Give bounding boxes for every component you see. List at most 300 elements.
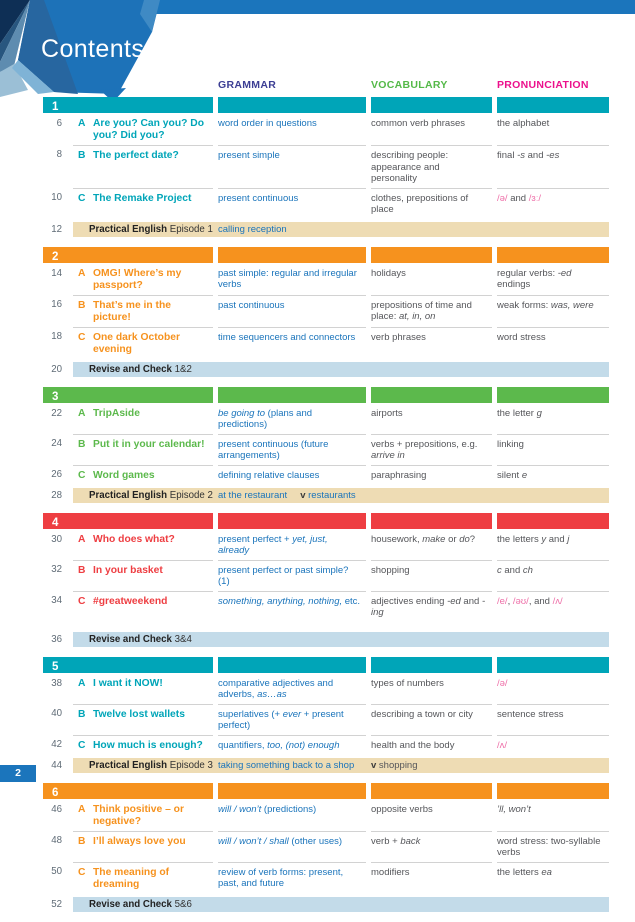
vocabulary-cell [371, 831, 492, 862]
lesson-row [0, 434, 609, 465]
lesson-letter: B [78, 835, 86, 847]
grammar-cell [218, 264, 366, 295]
text-segment: past continuous [218, 299, 285, 311]
lesson-row [0, 800, 609, 831]
lesson-title-cell [73, 145, 213, 188]
grammar-cell [218, 295, 366, 327]
vocabulary-cell [371, 735, 492, 755]
row-band [73, 488, 609, 503]
lesson-letter: C [78, 192, 86, 204]
text-segment: e [521, 469, 528, 481]
lesson-title-cell [73, 862, 213, 894]
bar-block-vocabulary [371, 657, 492, 673]
page-number: 34 [51, 594, 62, 606]
column-headers [0, 79, 609, 91]
bar-block-pronunciation [497, 97, 609, 113]
lesson-letter: A [78, 407, 86, 419]
lesson-title: The perfect date? [93, 150, 179, 161]
lesson-row [0, 188, 609, 219]
bar-block-pronunciation [497, 657, 609, 673]
page-number: 10 [51, 191, 62, 203]
phonetic-symbol: /ə/ [497, 677, 508, 689]
text-segment: calling reception [218, 223, 287, 235]
revise-check-row [0, 897, 609, 912]
text-segment: linking [497, 438, 524, 450]
page-number: 48 [51, 834, 62, 846]
bar-block-grammar [218, 247, 366, 263]
bar-spacer [0, 387, 38, 403]
page-number: 40 [51, 707, 62, 719]
revise-check-row [0, 362, 609, 377]
lesson-title: OMG! Where’s my passport? [93, 267, 182, 291]
lesson-title: Are you? Can you? Do you? Did you? [93, 118, 204, 141]
page-number: 50 [51, 865, 62, 877]
band-label-bold: Revise and Check [89, 363, 172, 375]
lesson-row [0, 404, 609, 434]
text-segment: types of numbers [371, 677, 444, 689]
grammar-cell [218, 465, 366, 485]
lesson-title: I’ll always love you [93, 835, 186, 847]
band-label: Revise and Check 3&4 [89, 633, 192, 645]
lesson-title-cell [73, 735, 213, 755]
text-segment: holidays [371, 267, 406, 279]
text-segment: shopping [371, 564, 410, 576]
section-number: 1 [52, 101, 59, 113]
text-segment: clothes, prepositions of place [371, 192, 469, 215]
text-segment: adjectives ending [371, 595, 448, 607]
band-label: Practical English Episode 2 [89, 489, 213, 501]
lesson-row [0, 560, 609, 591]
pronunciation-cell [497, 530, 609, 560]
pronunciation-cell [497, 465, 609, 485]
phonetic-symbol: /ə/ [497, 192, 508, 204]
lesson-letter: C [78, 595, 86, 607]
text-segment: review of verb forms: present, past, and future [218, 866, 344, 889]
phonetic-symbol: /ʌ/ [552, 595, 563, 607]
grammar-cell [218, 188, 366, 219]
section-bar [0, 657, 609, 673]
section-4 [0, 513, 609, 647]
page-number: 14 [51, 267, 62, 279]
text-segment: the alphabet [497, 118, 550, 129]
bar-block-vocabulary [371, 387, 492, 403]
text-segment: etc. [342, 595, 361, 607]
lesson-title: #greatweekend [93, 595, 168, 607]
row-band [73, 758, 609, 773]
lesson-letter: C [78, 469, 86, 481]
text-segment: or [445, 533, 460, 545]
bar-block-pronunciation [497, 513, 609, 529]
text-segment: -ed [557, 267, 572, 279]
text-segment: y [541, 533, 547, 545]
pronunciation-cell [497, 327, 609, 359]
lesson-row [0, 862, 609, 894]
lesson-row [0, 530, 609, 560]
text-segment: present perfect or past simple? (1) [218, 564, 349, 587]
lesson-title: Twelve lost wallets [93, 708, 185, 720]
text-segment: ’ll, won’t [497, 803, 531, 815]
grammar-cell [218, 404, 366, 434]
bar-spacer [0, 247, 38, 263]
band-label: Revise and Check 5&6 [89, 898, 192, 910]
lesson-row [0, 264, 609, 295]
phonetic-symbol: /e/ [497, 595, 508, 607]
lesson-title: The Remake Project [93, 192, 192, 204]
phonetic-symbol: /əʊ/ [512, 595, 529, 607]
vocabulary-cell [371, 465, 492, 485]
text-segment: housework, [371, 533, 423, 545]
page-title: Contents [41, 35, 145, 63]
text-segment: j [567, 533, 570, 545]
page-number: 46 [51, 803, 62, 815]
lesson-letter: A [78, 677, 86, 689]
lesson-title-cell [73, 188, 213, 219]
section-3 [0, 387, 609, 503]
bar-block-grammar [218, 387, 366, 403]
lesson-letter: B [78, 438, 86, 450]
lesson-title-cell [73, 465, 213, 485]
text-segment: time sequencers and connectors [218, 331, 356, 343]
text-segment: regular verbs: [497, 267, 558, 279]
text-segment: verbs + prepositions, e.g. [371, 438, 478, 450]
text-segment: ever [282, 708, 302, 720]
text-segment: will / won’t / shall [218, 835, 289, 847]
text-segment: verb phrases [371, 331, 426, 343]
page-number: 8 [56, 149, 62, 160]
text-segment: quantifiers, [218, 739, 268, 751]
page-number: 24 [51, 437, 62, 449]
pronunciation-cell [497, 264, 609, 295]
grammar-cell [218, 591, 366, 622]
grammar-cell [218, 222, 366, 237]
pronunciation-cell [497, 591, 609, 622]
section-title-block [43, 657, 213, 673]
lesson-title-cell [73, 327, 213, 359]
text-segment: the letter [497, 407, 537, 419]
text-segment: opposite verbs [371, 803, 433, 815]
row-band [73, 632, 609, 647]
grammar-cell [218, 434, 366, 465]
text-segment: (predictions) [261, 803, 317, 815]
vocabulary-cell [371, 800, 492, 831]
lesson-letter: C [78, 739, 86, 751]
vocabulary-cell [371, 264, 492, 295]
text-segment: make [422, 533, 446, 545]
pronunciation-cell [497, 560, 609, 591]
pronunciation-cell [497, 735, 609, 755]
lesson-letter: A [78, 533, 86, 545]
text-segment: comparative adjectives and adverbs, [218, 677, 334, 700]
text-segment: -ed [447, 595, 461, 607]
text-segment: paraphrasing [371, 469, 427, 481]
revise-check-row [0, 632, 609, 647]
text-segment: ch [522, 564, 533, 576]
lesson-title-cell [73, 295, 213, 327]
page-number: 52 [51, 898, 62, 910]
page-number: 12 [51, 223, 62, 235]
text-segment: sentence stress [497, 708, 564, 720]
lesson-title-cell [73, 434, 213, 465]
text-segment: word stress [497, 331, 546, 343]
lesson-row [0, 591, 609, 622]
section-bar [0, 247, 609, 263]
pronunciation-cell [497, 434, 609, 465]
lesson-letter: A [78, 267, 86, 279]
text-segment: superlatives (+ [218, 708, 283, 720]
text-segment: g [536, 407, 542, 419]
text-segment: back [400, 835, 421, 847]
text-segment: (other uses) [288, 835, 343, 847]
toc [0, 97, 609, 922]
pronunciation-cell [497, 295, 609, 327]
lesson-row [0, 674, 609, 704]
row-band [73, 897, 609, 912]
phonetic-symbol: /ʌ/ [497, 739, 508, 751]
text-segment: ea [541, 866, 552, 878]
text-segment: will / won’t [218, 803, 262, 815]
lesson-letter: A [78, 118, 86, 129]
section-title-block [43, 247, 213, 263]
page-number: 28 [51, 489, 62, 501]
lesson-row [0, 145, 609, 188]
section-bar [0, 513, 609, 529]
band-label: Practical English Episode 1 [89, 223, 213, 235]
lesson-title-cell [73, 404, 213, 434]
section-title-block [43, 513, 213, 529]
vocabulary-cell [371, 114, 492, 145]
text-segment: taking something back to a shop [218, 759, 355, 771]
grammar-cell [218, 327, 366, 359]
section-title-block [43, 387, 213, 403]
lesson-title: I want it NOW! [93, 677, 163, 689]
text-segment: (plans and predictions) [218, 407, 313, 430]
section-5 [0, 657, 609, 773]
text-segment: and [507, 192, 529, 204]
bar-spacer [0, 513, 38, 529]
text-segment: ? [469, 533, 476, 545]
lesson-letter: C [78, 331, 86, 343]
text-segment: arrive in [371, 450, 405, 461]
pronunciation-cell [497, 114, 609, 145]
vocabulary-cell [371, 327, 492, 359]
lesson-row [0, 114, 609, 145]
vocabulary-cell [371, 862, 492, 894]
grammar-cell [218, 114, 366, 145]
bar-block-grammar [218, 657, 366, 673]
section-number: 5 [52, 660, 59, 673]
text-segment: too, (not) enough [267, 739, 340, 751]
text-segment: and [460, 595, 482, 607]
row-band [73, 222, 609, 237]
page-number: 6 [56, 118, 62, 129]
text-segment: the letters [497, 866, 542, 878]
vocabulary-cell [371, 704, 492, 735]
text-segment: c [497, 564, 502, 576]
vocabulary-cell [371, 560, 492, 591]
text-segment: describing people: appearance and personality [371, 150, 449, 184]
text-segment: do [459, 533, 470, 545]
bar-block-vocabulary [371, 247, 492, 263]
text-segment: v [371, 759, 377, 771]
lesson-title: That’s me in the picture! [93, 299, 172, 323]
text-segment: present perfect + [218, 533, 293, 545]
band-label: Revise and Check 1&2 [89, 363, 192, 375]
vocabulary-cell [371, 145, 492, 188]
text-segment: final [497, 150, 518, 161]
page-number-tab: 2 [0, 765, 36, 782]
pronunciation-cell [497, 704, 609, 735]
lesson-row [0, 831, 609, 862]
lesson-title-cell [73, 674, 213, 704]
lesson-title-cell [73, 800, 213, 831]
text-segment: present simple [218, 150, 280, 161]
lesson-row [0, 327, 609, 359]
pronunciation-cell [497, 862, 609, 894]
page-number: 38 [51, 677, 62, 689]
section-1 [0, 97, 609, 237]
text-segment: at the restaurant [218, 489, 288, 501]
section-number: 3 [52, 390, 59, 403]
grammar-cell [218, 862, 366, 894]
top-band [138, 0, 635, 14]
lesson-title: In your basket [93, 564, 163, 576]
page-number: 20 [51, 363, 62, 375]
bar-block-pronunciation [497, 387, 609, 403]
section-number: 4 [52, 516, 59, 529]
lesson-title-cell [73, 530, 213, 560]
vocabulary-cell [371, 295, 492, 327]
grammar-cell [218, 831, 366, 862]
lesson-title-cell [73, 704, 213, 735]
text-segment: and [525, 150, 547, 161]
lesson-title-cell [73, 560, 213, 591]
band-label-bold: Practical English [89, 223, 168, 235]
text-segment: present continuous (future arrangements) [218, 438, 329, 461]
header-vocabulary: VOCABULARY [371, 79, 448, 91]
lesson-letter: C [78, 866, 86, 878]
text-segment: defining relative clauses [218, 469, 320, 481]
header-grammar: GRAMMAR [218, 79, 277, 91]
vocabulary-cell [371, 758, 492, 773]
text-segment: the letters [497, 533, 542, 545]
band-label-bold: Revise and Check [89, 633, 172, 645]
bar-block-grammar [218, 97, 366, 113]
page-number: 26 [51, 468, 62, 480]
lesson-title-cell [73, 591, 213, 622]
vocabulary-cell [371, 404, 492, 434]
text-segment: , and [528, 595, 553, 607]
lesson-letter: B [78, 564, 86, 576]
lesson-title: Who does what? [93, 533, 175, 545]
text-segment: something, anything, nothing, [218, 595, 343, 607]
vocabulary-cell [371, 591, 492, 622]
text-segment: shopping [376, 759, 418, 771]
text-segment: and [501, 564, 523, 576]
text-segment: -es [546, 150, 560, 161]
text-segment: and [546, 533, 568, 545]
vocabulary-cell [371, 434, 492, 465]
lesson-letter: B [78, 299, 86, 311]
vocabulary-cell [371, 674, 492, 704]
grammar-cell [218, 530, 366, 560]
text-segment: common verb phrases [371, 118, 465, 129]
lesson-letter: B [78, 708, 86, 720]
phonetic-symbol: /ɜː/ [528, 192, 541, 204]
text-segment: past simple: regular and irregular verbs [218, 267, 357, 290]
lesson-title: One dark October evening [93, 331, 180, 355]
bar-spacer [0, 657, 38, 673]
bar-block-pronunciation [497, 247, 609, 263]
section-bar [0, 387, 609, 403]
bar-block-grammar [218, 513, 366, 529]
grammar-cell [218, 488, 366, 503]
page-number: 44 [51, 759, 62, 771]
band-label-bold: Practical English [89, 489, 168, 501]
page-number: 16 [51, 298, 62, 310]
lesson-letter: B [78, 150, 86, 161]
lesson-title: Word games [93, 469, 155, 481]
grammar-cell [218, 758, 366, 773]
text-segment: v [300, 489, 306, 501]
row-band [73, 362, 609, 377]
pronunciation-cell [497, 831, 609, 862]
lesson-title: TripAside [93, 407, 140, 419]
section-2 [0, 247, 609, 377]
text-segment: prepositions of time and place: [371, 299, 472, 322]
page-number: 30 [51, 533, 62, 545]
pronunciation-cell [497, 800, 609, 831]
bar-block-vocabulary [371, 97, 492, 113]
text-segment: endings [497, 279, 531, 290]
text-segment: -s [517, 150, 525, 161]
text-segment: describing a town or city [371, 708, 473, 720]
vocabulary-cell [371, 188, 492, 219]
text-segment: word order in questions [218, 118, 317, 129]
header-pronunciation: PRONUNCIATION [497, 79, 589, 91]
bar-spacer [0, 97, 38, 113]
practical-english-row [0, 222, 609, 237]
pronunciation-cell [497, 404, 609, 434]
section-number: 2 [52, 250, 59, 263]
bar-block-vocabulary [371, 513, 492, 529]
grammar-cell [218, 735, 366, 755]
lesson-row [0, 704, 609, 735]
lesson-row [0, 735, 609, 755]
lesson-row [0, 295, 609, 327]
lesson-letter: A [78, 803, 86, 815]
lesson-title-cell [73, 264, 213, 295]
page-number: 42 [51, 738, 62, 750]
band-label: Practical English Episode 3 [89, 759, 213, 771]
vocabulary-cell [371, 530, 492, 560]
lesson-title: Think positive – or negative? [93, 803, 184, 827]
lesson-row [0, 465, 609, 485]
text-segment: airports [371, 407, 403, 419]
section-6 [0, 783, 609, 912]
practical-english-row [0, 488, 609, 503]
text-segment: weak forms: [497, 299, 551, 311]
page-number: 22 [51, 407, 62, 419]
text-segment: word stress: two-syllable verbs [497, 835, 601, 858]
text-segment: be going to [218, 407, 266, 419]
grammar-cell [218, 145, 366, 188]
grammar-cell [218, 704, 366, 735]
page-number: 36 [51, 633, 62, 645]
band-label-bold: Practical English [89, 759, 168, 771]
text-segment: was, were [550, 299, 594, 311]
pronunciation-cell [497, 674, 609, 704]
text-segment: at, in, on [399, 311, 436, 322]
